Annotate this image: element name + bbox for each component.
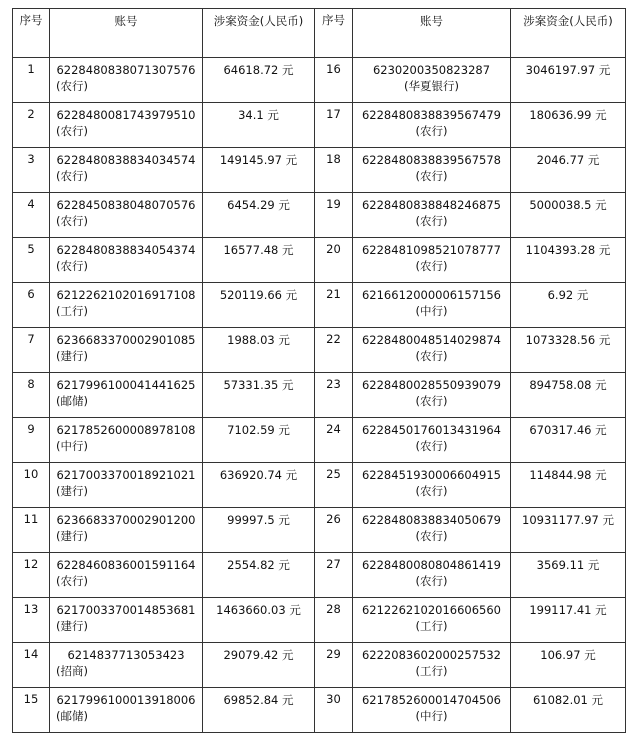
bank-name: (农行) xyxy=(415,439,448,453)
account-number: 6216612000006157156 xyxy=(361,288,502,302)
bank-name: (工行) xyxy=(56,304,88,318)
row-number: 2 xyxy=(13,103,50,148)
table-row xyxy=(13,193,626,238)
account-number: 6228480080804861419 xyxy=(361,558,502,572)
account-cell xyxy=(50,103,203,148)
account-number: 6228480838834034574 xyxy=(56,153,196,167)
row-number: 10 xyxy=(13,463,50,508)
account-number: 6228481098521078777 xyxy=(361,243,502,257)
account-number: 6228480028550939079 xyxy=(361,378,502,392)
row-number: 11 xyxy=(13,508,50,553)
bank-name: (农行) xyxy=(415,394,448,408)
account-cell xyxy=(50,553,203,598)
row-number: 25 xyxy=(315,463,353,508)
account-number: 6217996100041441625 xyxy=(56,378,196,392)
account-cell xyxy=(353,418,511,463)
account-cell xyxy=(50,58,203,103)
table-row xyxy=(13,238,626,283)
account-cell xyxy=(353,103,511,148)
header-account-right: 账号 xyxy=(353,9,511,58)
bank-name: (农行) xyxy=(415,529,448,543)
account-cell xyxy=(353,643,511,688)
amount-cell: 61082.01 元 xyxy=(511,688,626,733)
account-cell xyxy=(353,598,511,643)
account-cell xyxy=(353,688,511,733)
row-number: 22 xyxy=(315,328,353,373)
amount-cell: 199117.41 元 xyxy=(511,598,626,643)
account-number: 6217996100013918006 xyxy=(56,693,196,707)
funds-table-container xyxy=(12,8,626,733)
account-cell xyxy=(353,328,511,373)
table-row xyxy=(13,463,626,508)
bank-name: (工行) xyxy=(415,664,448,678)
amount-cell: 114844.98 元 xyxy=(511,463,626,508)
account-number: 6228480838071307576 xyxy=(56,63,196,77)
account-number: 6217852600008978108 xyxy=(56,423,196,437)
bank-name: (农行) xyxy=(56,214,88,228)
row-number: 8 xyxy=(13,373,50,418)
account-number: 6236683370002901200 xyxy=(56,513,196,527)
amount-cell: 636920.74 元 xyxy=(203,463,315,508)
bank-name: (农行) xyxy=(56,259,88,273)
bank-name: (中行) xyxy=(415,709,448,723)
account-cell xyxy=(50,148,203,193)
table-row xyxy=(13,688,626,733)
account-cell xyxy=(50,418,203,463)
amount-cell: 64618.72 元 xyxy=(203,58,315,103)
account-number: 6217003370014853681 xyxy=(56,603,196,617)
row-number: 20 xyxy=(315,238,353,283)
row-number: 9 xyxy=(13,418,50,463)
funds-table xyxy=(12,8,626,733)
row-number: 21 xyxy=(315,283,353,328)
bank-name: (农行) xyxy=(415,574,448,588)
bank-name: (建行) xyxy=(56,619,88,633)
bank-name: (农行) xyxy=(415,214,448,228)
account-number: 6228450838048070576 xyxy=(56,198,196,212)
account-number: 6228480838839567578 xyxy=(361,153,502,167)
bank-name: (邮储) xyxy=(56,394,88,408)
row-number: 29 xyxy=(315,643,353,688)
amount-cell: 3046197.97 元 xyxy=(511,58,626,103)
row-number: 19 xyxy=(315,193,353,238)
table-row xyxy=(13,373,626,418)
bank-name: (邮储) xyxy=(56,709,88,723)
row-number: 4 xyxy=(13,193,50,238)
bank-name: (中行) xyxy=(56,439,88,453)
account-number: 6228480838834050679 xyxy=(361,513,502,527)
account-cell xyxy=(50,463,203,508)
amount-cell: 69852.84 元 xyxy=(203,688,315,733)
account-cell xyxy=(50,598,203,643)
account-cell xyxy=(50,508,203,553)
row-number: 12 xyxy=(13,553,50,598)
row-number: 13 xyxy=(13,598,50,643)
amount-cell: 180636.99 元 xyxy=(511,103,626,148)
row-number: 26 xyxy=(315,508,353,553)
bank-name: (建行) xyxy=(56,484,88,498)
bank-name: (农行) xyxy=(56,574,88,588)
row-number: 7 xyxy=(13,328,50,373)
account-number: 6228480838848246875 xyxy=(361,198,502,212)
account-cell xyxy=(353,238,511,283)
account-number: 6228480081743979510 xyxy=(56,108,196,122)
account-number: 6228480048514029874 xyxy=(361,333,502,347)
row-number: 27 xyxy=(315,553,353,598)
table-row xyxy=(13,58,626,103)
amount-cell: 29079.42 元 xyxy=(203,643,315,688)
table-row xyxy=(13,508,626,553)
account-number: 6212262102016917108 xyxy=(56,288,196,302)
bank-name: (建行) xyxy=(56,349,88,363)
account-cell xyxy=(353,58,511,103)
account-cell xyxy=(50,643,203,688)
amount-cell: 16577.48 元 xyxy=(203,238,315,283)
row-number: 23 xyxy=(315,373,353,418)
amount-cell: 106.97 元 xyxy=(511,643,626,688)
account-number: 6228451930006604915 xyxy=(361,468,502,482)
bank-name: (农行) xyxy=(56,169,88,183)
amount-cell: 57331.35 元 xyxy=(203,373,315,418)
header-account-left: 账号 xyxy=(50,9,203,58)
amount-cell: 1104393.28 元 xyxy=(511,238,626,283)
table-row xyxy=(13,328,626,373)
account-cell xyxy=(353,508,511,553)
header-amount-left: 涉案资金(人民币) xyxy=(203,9,315,58)
table-row xyxy=(13,418,626,463)
row-number: 5 xyxy=(13,238,50,283)
account-cell xyxy=(50,328,203,373)
amount-cell: 2554.82 元 xyxy=(203,553,315,598)
account-cell xyxy=(50,283,203,328)
amount-cell: 670317.46 元 xyxy=(511,418,626,463)
row-number: 6 xyxy=(13,283,50,328)
amount-cell: 1463660.03 元 xyxy=(203,598,315,643)
table-row xyxy=(13,643,626,688)
table-row xyxy=(13,103,626,148)
account-number: 6228480838839567479 xyxy=(361,108,502,122)
row-number: 16 xyxy=(315,58,353,103)
account-cell xyxy=(50,193,203,238)
row-number: 1 xyxy=(13,58,50,103)
row-number: 28 xyxy=(315,598,353,643)
table-row xyxy=(13,598,626,643)
header-seq-right: 序号 xyxy=(315,9,353,58)
bank-name: (农行) xyxy=(415,484,448,498)
bank-name: (农行) xyxy=(415,169,448,183)
row-number: 3 xyxy=(13,148,50,193)
amount-cell: 34.1 元 xyxy=(203,103,315,148)
header-seq-left: 序号 xyxy=(13,9,50,58)
account-cell xyxy=(50,238,203,283)
table-row xyxy=(13,283,626,328)
account-cell xyxy=(50,688,203,733)
account-cell xyxy=(353,463,511,508)
amount-cell: 149145.97 元 xyxy=(203,148,315,193)
amount-cell: 6454.29 元 xyxy=(203,193,315,238)
amount-cell: 7102.59 元 xyxy=(203,418,315,463)
row-number: 18 xyxy=(315,148,353,193)
bank-name: (工行) xyxy=(415,619,448,633)
row-number: 24 xyxy=(315,418,353,463)
account-number: 6217003370018921021 xyxy=(56,468,196,482)
bank-name: (农行) xyxy=(56,124,88,138)
account-cell xyxy=(353,193,511,238)
funds-table-body xyxy=(13,9,626,733)
amount-cell: 6.92 元 xyxy=(511,283,626,328)
row-number: 15 xyxy=(13,688,50,733)
account-number: 6228460836001591164 xyxy=(56,558,196,572)
amount-cell: 1073328.56 元 xyxy=(511,328,626,373)
row-number: 30 xyxy=(315,688,353,733)
row-number: 17 xyxy=(315,103,353,148)
header-amount-right: 涉案资金(人民币) xyxy=(511,9,626,58)
bank-name: (农行) xyxy=(415,124,448,138)
account-cell xyxy=(353,373,511,418)
amount-cell: 2046.77 元 xyxy=(511,148,626,193)
row-number: 14 xyxy=(13,643,50,688)
amount-cell: 99997.5 元 xyxy=(203,508,315,553)
account-number: 6212262102016606560 xyxy=(361,603,502,617)
account-number: 6228480838834054374 xyxy=(56,243,196,257)
account-number: 6222083602000257532 xyxy=(361,648,502,662)
bank-name: (华夏银行) xyxy=(404,79,459,93)
account-cell xyxy=(353,553,511,598)
account-number: 6236683370002901085 xyxy=(56,333,196,347)
amount-cell: 5000038.5 元 xyxy=(511,193,626,238)
bank-name: (农行) xyxy=(415,349,448,363)
bank-name: (中行) xyxy=(415,304,448,318)
account-cell xyxy=(353,148,511,193)
bank-name: (招商) xyxy=(56,664,88,678)
bank-name: (农行) xyxy=(56,79,88,93)
account-number: 6228450176013431964 xyxy=(361,423,502,437)
bank-name: (农行) xyxy=(415,259,448,273)
account-cell xyxy=(353,283,511,328)
bank-name: (建行) xyxy=(56,529,88,543)
amount-cell: 10931177.97 元 xyxy=(511,508,626,553)
amount-cell: 894758.08 元 xyxy=(511,373,626,418)
account-number: 6214837713053423 xyxy=(67,648,185,662)
amount-cell: 1988.03 元 xyxy=(203,328,315,373)
table-row xyxy=(13,148,626,193)
account-cell xyxy=(50,373,203,418)
amount-cell: 520119.66 元 xyxy=(203,283,315,328)
table-row xyxy=(13,553,626,598)
header-row xyxy=(13,9,626,58)
amount-cell: 3569.11 元 xyxy=(511,553,626,598)
account-number: 6230200350823287 xyxy=(372,63,491,77)
account-number: 6217852600014704506 xyxy=(361,693,502,707)
